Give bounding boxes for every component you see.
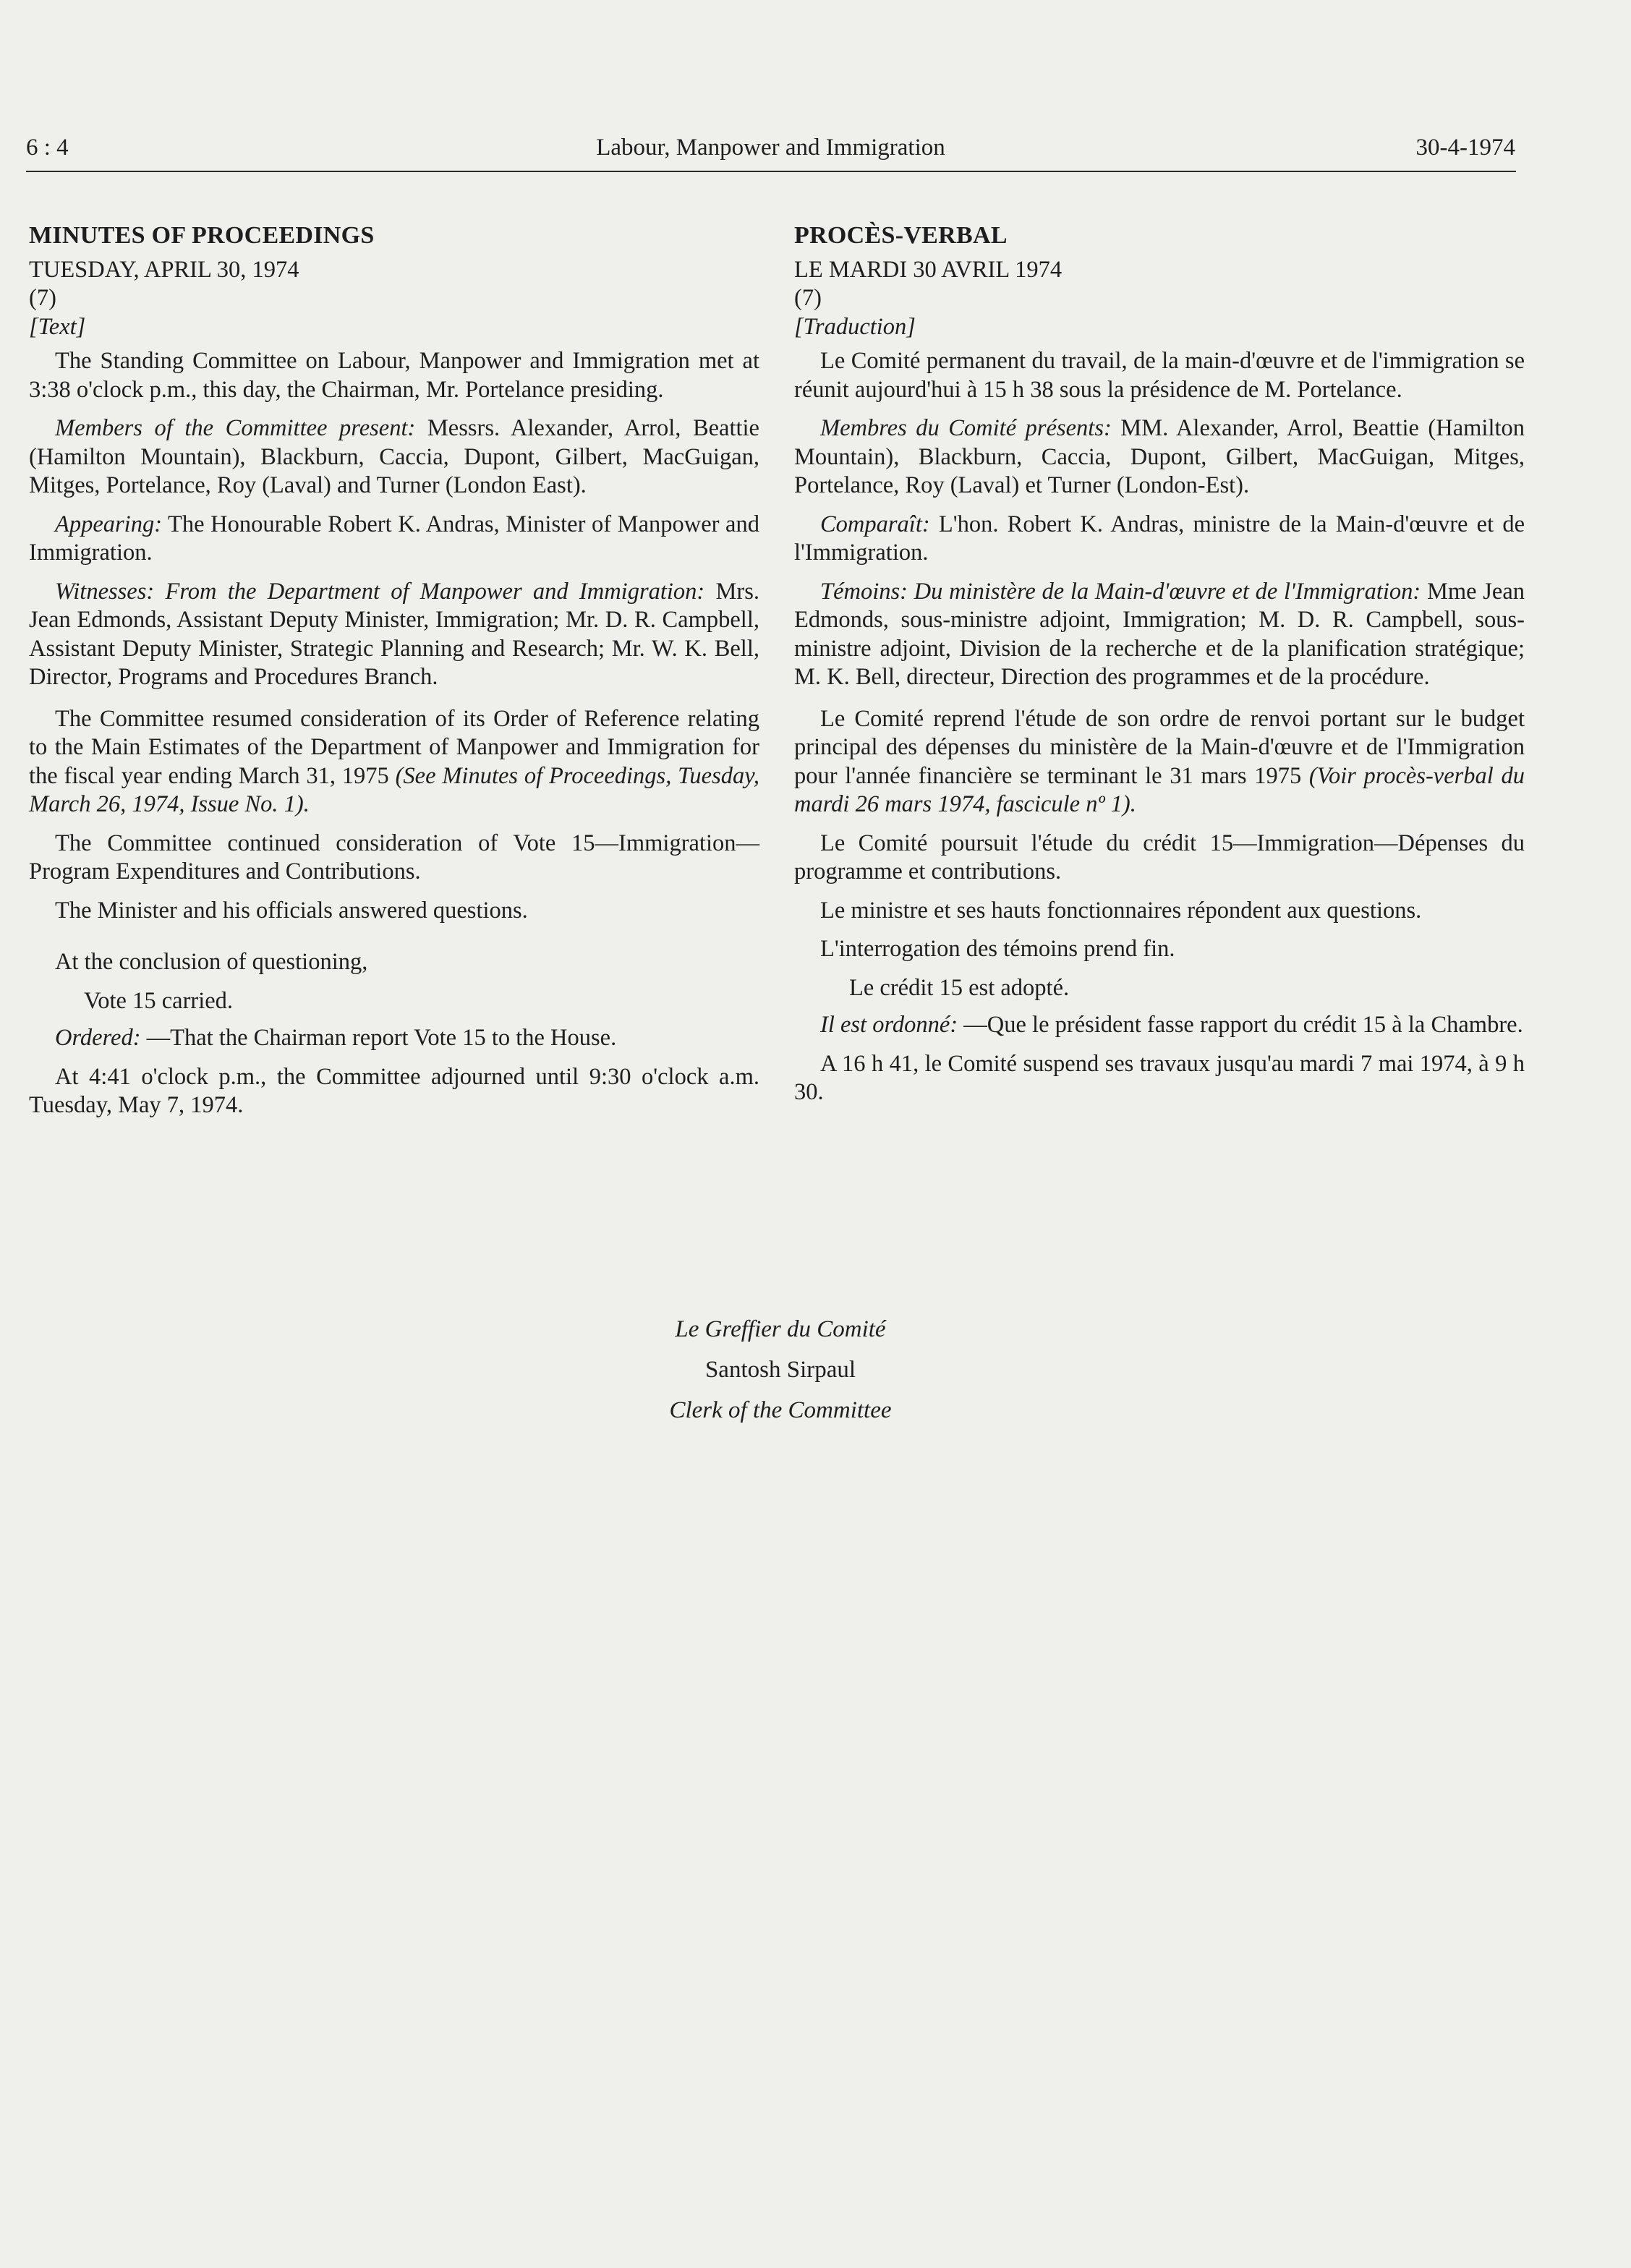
publication-title: Labour, Manpower and Immigration (596, 135, 945, 161)
english-adjourned-paragraph: At 4:41 o'clock p.m., the Committee adjourned until 9:30 o'clock a.m. Tuesday, May 7, 1974. (29, 1063, 759, 1118)
french-opening-paragraph: Le Comité permanent du travail, de la main-d'œuvre et de l'immigration se réunit aujourd'hui à 15 h 38 sous la présidence de M. Portelance. (794, 348, 1525, 403)
clerk-name: Santosh Sirpaul (704, 1357, 856, 1383)
french-witnesses-text: Mme Jean Edmonds, sous-ministre adjoint, Immigration; M. D. R. Campbell, sous-ministre adjoint, Division de la recherche et de la planification stratégique; M. K. Bell, directeur, Direction des programmes et de la procédure. (794, 578, 1525, 690)
french-heading: PROCÈS-VERBAL (794, 222, 1008, 249)
french-text-label-text: [Traduction] (794, 313, 916, 340)
clerk-title-english (0, 1390, 1561, 1431)
french-meeting-number: (7) (794, 285, 822, 311)
french-text-label (794, 313, 1525, 342)
english-witnesses-text: Mrs. Jean Edmonds, Assistant Deputy Minister, Immigration; Mr. D. R. Campbell, Assistant Deputy Minister, Strategic Planning and Research; Mr. W. K. Bell, Director, Programs and Procedures Branch. (29, 578, 759, 690)
french-appearing-text: L'hon. Robert K. Andras, ministre de la Main-d'œuvre et de l'Immigration. (794, 511, 1525, 566)
french-date-line: LE MARDI 30 AVRIL 1974 (794, 256, 1063, 283)
english-conclusion-paragraph: At the conclusion of questioning, (55, 949, 368, 975)
page-number: 6 : 4 (26, 135, 69, 161)
english-members-paragraph (29, 414, 759, 500)
english-vote-carried: Vote 15 carried. (84, 987, 234, 1014)
header-rule (26, 171, 1516, 172)
header-date: 30-4-1974 (1415, 135, 1515, 161)
english-meeting-number: (7) (29, 285, 56, 311)
english-members-label: Members of the Committee present: (55, 415, 416, 441)
french-answered-paragraph: Le ministre et ses hauts fonctionnaires répondent aux questions. (820, 897, 1422, 924)
french-appearing-paragraph (794, 511, 1525, 568)
french-continued-paragraph: Le Comité poursuit l'étude du crédit 15—Immigration—Dépenses du programme et contributions. (794, 830, 1525, 884)
english-appearing-label: Appearing: (55, 511, 163, 537)
french-witnesses-paragraph (794, 578, 1525, 692)
english-resumed-reference: (See Minutes of Proceedings, Tuesday, March 26, 1974, Issue No. 1). (29, 762, 759, 817)
clerk-title-french-text: Le Greffier du Comité (675, 1316, 886, 1342)
english-date-line: TUESDAY, APRIL 30, 1974 (29, 256, 299, 283)
english-ordered-label: Ordered: (55, 1025, 141, 1051)
running-header (26, 135, 1515, 171)
english-witnesses-paragraph (29, 578, 759, 692)
french-vote-carried: Le crédit 15 est adopté. (849, 974, 1070, 1001)
english-text-label-text: [Text] (29, 313, 86, 340)
french-members-paragraph (794, 414, 1525, 500)
english-resumed-paragraph (29, 705, 759, 819)
french-resumed-text: Le Comité reprend l'étude de son ordre de renvoi portant sur le budget principal des dépenses du ministère de la Main-d'œuvre et de l'Immigration pour l'année financière se terminant le 31 mars 1975 (794, 705, 1525, 789)
english-column (29, 221, 759, 1130)
english-resumed-text: The Committee resumed consideration of its Order of Reference relating to the Main Estimates of the Department of Manpower and Immigration for the fiscal year ending March 31, 1975 (29, 705, 759, 789)
clerk-title-english-text: Clerk of the Committee (669, 1397, 892, 1423)
english-answered-paragraph: The Minister and his officials answered questions. (55, 897, 528, 924)
english-witnesses-label: Witnesses: From the Department of Manpower and Immigration: (55, 578, 705, 605)
signature-block (0, 1309, 1561, 1431)
english-members-text: Messrs. Alexander, Arrol, Beattie (Hamilton Mountain), Blackburn, Caccia, Dupont, Gilbert, MacGuigan, Mitges, Portelance, Roy (Laval) and Turner (London East). (29, 415, 759, 498)
french-ordered-label: Il est ordonné: (820, 1012, 958, 1038)
english-text-label (29, 313, 759, 342)
french-conclusion-paragraph: L'interrogation des témoins prend fin. (820, 936, 1175, 962)
english-appearing-text: The Honourable Robert K. Andras, Minister of Manpower and Immigration. (29, 511, 759, 566)
french-adjourned-paragraph: A 16 h 41, le Comité suspend ses travaux jusqu'au mardi 7 mai 1974, à 9 h 30. (794, 1050, 1525, 1105)
french-appearing-label: Comparaît: (820, 511, 930, 537)
french-resumed-paragraph (794, 705, 1525, 819)
french-ordered-paragraph (794, 1011, 1525, 1040)
clerk-title-french (0, 1309, 1561, 1350)
french-ordered-text: —Que le président fasse rapport du crédit 15 à la Chambre. (958, 1012, 1523, 1038)
english-continued-paragraph: The Committee continued consideration of Vote 15—Immigration—Program Expenditures and Contributions. (29, 830, 759, 884)
french-resumed-reference: (Voir procès-verbal du mardi 26 mars 1974, fascicule nº 1). (794, 762, 1525, 817)
french-witnesses-label: Témoins: Du ministère de la Main-d'œuvre et de l'Immigration: (820, 578, 1421, 605)
french-members-text: MM. Alexander, Arrol, Beattie (Hamilton Mountain), Blackburn, Caccia, Dupont, Gilbert, MacGuigan, Mitges, Portelance, Roy (Laval) et Turner (London-Est). (794, 415, 1525, 498)
english-opening-paragraph: The Standing Committee on Labour, Manpower and Immigration met at 3:38 o'clock p.m., this day, the Chairman, Mr. Portelance presiding. (29, 348, 759, 403)
english-appearing-paragraph (29, 511, 759, 568)
french-members-label: Membres du Comité présents: (820, 415, 1112, 441)
french-column (794, 221, 1525, 1117)
english-heading: MINUTES OF PROCEEDINGS (29, 222, 375, 249)
english-ordered-text: —That the Chairman report Vote 15 to the House. (140, 1025, 617, 1051)
english-ordered-paragraph (29, 1024, 759, 1053)
